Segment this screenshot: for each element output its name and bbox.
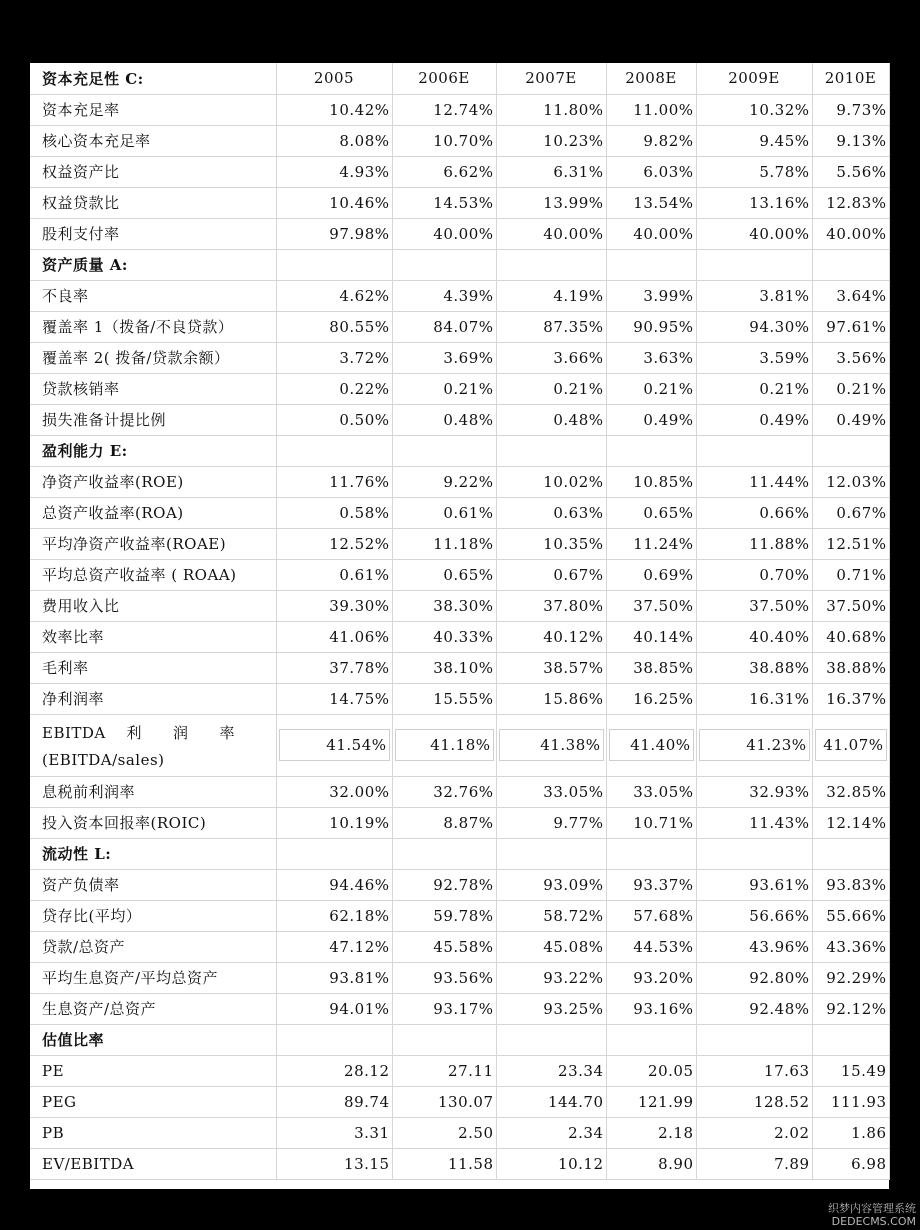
value-cell: 8.87% (392, 807, 496, 838)
value-cell: 0.61% (276, 559, 392, 590)
value-cell: 0.22% (276, 373, 392, 404)
row-label: 贷款/总资产 (30, 931, 276, 962)
row-label: 平均生息资产/平均总资产 (30, 962, 276, 993)
value-cell: 92.29% (812, 962, 889, 993)
row-label: PE (30, 1055, 276, 1086)
value-text: 41.40% (609, 729, 694, 761)
value-cell: 16.25% (606, 683, 696, 714)
value-cell: 9.77% (496, 807, 606, 838)
table-row (30, 94, 889, 125)
table-row (30, 1117, 889, 1148)
row-label: 损失准备计提比例 (30, 404, 276, 435)
table-row (30, 404, 889, 435)
value-cell: 92.78% (392, 869, 496, 900)
value-cell: 93.09% (496, 869, 606, 900)
value-cell (812, 838, 889, 869)
value-cell: 10.70% (392, 125, 496, 156)
value-cell: 10.02% (496, 466, 606, 497)
value-cell: 12.14% (812, 807, 889, 838)
value-cell (696, 435, 812, 466)
row-label: 权益贷款比 (30, 187, 276, 218)
value-cell: 3.64% (812, 280, 889, 311)
value-cell: 16.37% (812, 683, 889, 714)
value-cell: 10.19% (276, 807, 392, 838)
watermark (828, 1202, 916, 1228)
value-cell (496, 714, 606, 776)
year-header: 2007E (496, 63, 606, 94)
value-cell (276, 249, 392, 280)
row-label: 生息资产/总资产 (30, 993, 276, 1024)
table-row (30, 559, 889, 590)
ratio-table (30, 63, 890, 1180)
value-cell: 45.58% (392, 931, 496, 962)
table-row (30, 218, 889, 249)
value-cell: 0.69% (606, 559, 696, 590)
value-cell: 0.21% (696, 373, 812, 404)
row-label: PB (30, 1117, 276, 1148)
row-label: 股利支付率 (30, 218, 276, 249)
value-cell: 84.07% (392, 311, 496, 342)
value-cell: 87.35% (496, 311, 606, 342)
table-row (30, 590, 889, 621)
value-cell: 59.78% (392, 900, 496, 931)
value-cell: 40.00% (392, 218, 496, 249)
value-cell (606, 435, 696, 466)
value-cell: 39.30% (276, 590, 392, 621)
value-cell: 10.32% (696, 94, 812, 125)
value-cell: 33.05% (606, 776, 696, 807)
value-cell: 10.46% (276, 187, 392, 218)
value-cell: 10.42% (276, 94, 392, 125)
value-text: 41.18% (395, 729, 494, 761)
value-cell: 3.72% (276, 342, 392, 373)
value-cell (496, 249, 606, 280)
value-cell: 11.58 (392, 1148, 496, 1179)
table-row (30, 714, 889, 776)
value-cell: 9.73% (812, 94, 889, 125)
value-cell: 40.68% (812, 621, 889, 652)
row-label-line: (EBITDA/sales) (42, 750, 165, 769)
value-cell: 12.03% (812, 466, 889, 497)
value-cell: 38.30% (392, 590, 496, 621)
value-text: 41.54% (279, 729, 390, 761)
value-text: 41.07% (815, 729, 887, 761)
value-cell (696, 249, 812, 280)
value-cell: 14.53% (392, 187, 496, 218)
table-row (30, 900, 889, 931)
header-row (30, 63, 889, 94)
value-cell: 10.71% (606, 807, 696, 838)
value-cell (496, 1024, 606, 1055)
value-cell: 11.80% (496, 94, 606, 125)
value-cell: 1.86 (812, 1117, 889, 1148)
value-cell: 37.80% (496, 590, 606, 621)
table-row (30, 1148, 889, 1179)
value-cell: 0.65% (392, 559, 496, 590)
table-row (30, 683, 889, 714)
value-cell: 0.67% (496, 559, 606, 590)
row-label: EV/EBITDA (30, 1148, 276, 1179)
value-cell: 11.18% (392, 528, 496, 559)
value-cell: 3.59% (696, 342, 812, 373)
value-cell: 58.72% (496, 900, 606, 931)
value-cell: 11.76% (276, 466, 392, 497)
value-cell (812, 249, 889, 280)
value-cell: 11.88% (696, 528, 812, 559)
table-row (30, 621, 889, 652)
value-cell: 62.18% (276, 900, 392, 931)
watermark-line1: 织梦内容管理系统 (828, 1202, 916, 1215)
value-cell: 38.57% (496, 652, 606, 683)
value-cell: 11.00% (606, 94, 696, 125)
row-label: PEG (30, 1086, 276, 1117)
value-cell: 80.55% (276, 311, 392, 342)
table-row (30, 187, 889, 218)
value-cell: 40.33% (392, 621, 496, 652)
value-cell (496, 838, 606, 869)
value-cell: 93.83% (812, 869, 889, 900)
value-cell: 93.25% (496, 993, 606, 1024)
value-cell: 2.02 (696, 1117, 812, 1148)
header-section-label: 资本充足性 C: (30, 63, 276, 94)
value-cell (276, 435, 392, 466)
table-row (30, 993, 889, 1024)
value-cell: 8.90 (606, 1148, 696, 1179)
value-cell: 3.81% (696, 280, 812, 311)
value-cell: 6.03% (606, 156, 696, 187)
section-row (30, 435, 889, 466)
value-cell: 13.54% (606, 187, 696, 218)
row-label: 费用收入比 (30, 590, 276, 621)
value-cell: 94.46% (276, 869, 392, 900)
value-cell: 93.37% (606, 869, 696, 900)
value-cell: 40.14% (606, 621, 696, 652)
value-cell: 93.22% (496, 962, 606, 993)
value-cell: 33.05% (496, 776, 606, 807)
value-cell: 2.34 (496, 1117, 606, 1148)
value-cell: 4.93% (276, 156, 392, 187)
value-cell: 128.52 (696, 1086, 812, 1117)
row-label: 平均净资产收益率(ROAE) (30, 528, 276, 559)
value-cell: 0.49% (696, 404, 812, 435)
section-row (30, 249, 889, 280)
value-cell: 0.21% (606, 373, 696, 404)
value-cell (812, 1024, 889, 1055)
value-cell: 40.12% (496, 621, 606, 652)
row-label: 贷款核销率 (30, 373, 276, 404)
value-cell: 12.51% (812, 528, 889, 559)
value-cell: 37.50% (812, 590, 889, 621)
table-row (30, 528, 889, 559)
value-cell: 90.95% (606, 311, 696, 342)
value-cell: 2.50 (392, 1117, 496, 1148)
year-header: 2010E (812, 63, 889, 94)
value-cell: 40.00% (696, 218, 812, 249)
value-cell: 32.85% (812, 776, 889, 807)
value-cell: 4.62% (276, 280, 392, 311)
value-cell: 38.85% (606, 652, 696, 683)
table-row (30, 497, 889, 528)
value-cell: 32.00% (276, 776, 392, 807)
table-row (30, 807, 889, 838)
value-cell: 93.17% (392, 993, 496, 1024)
value-cell: 0.66% (696, 497, 812, 528)
year-header: 2005 (276, 63, 392, 94)
value-cell: 10.35% (496, 528, 606, 559)
value-cell: 5.78% (696, 156, 812, 187)
value-cell: 89.74 (276, 1086, 392, 1117)
value-cell: 32.93% (696, 776, 812, 807)
value-cell: 45.08% (496, 931, 606, 962)
value-cell: 3.66% (496, 342, 606, 373)
value-cell (496, 435, 606, 466)
section-label: 流动性 L: (30, 838, 276, 869)
table-row (30, 156, 889, 187)
table-row (30, 962, 889, 993)
row-label: 资产负债率 (30, 869, 276, 900)
table-row (30, 311, 889, 342)
value-cell: 15.55% (392, 683, 496, 714)
table-row (30, 342, 889, 373)
value-cell (606, 838, 696, 869)
value-cell: 93.56% (392, 962, 496, 993)
value-cell: 92.48% (696, 993, 812, 1024)
value-cell: 0.65% (606, 497, 696, 528)
table-row (30, 1055, 889, 1086)
value-cell: 0.67% (812, 497, 889, 528)
table-row (30, 466, 889, 497)
value-cell: 43.96% (696, 931, 812, 962)
row-label: 贷存比(平均） (30, 900, 276, 931)
value-cell: 38.10% (392, 652, 496, 683)
row-label: 息税前利润率 (30, 776, 276, 807)
value-cell: 0.63% (496, 497, 606, 528)
table-row (30, 931, 889, 962)
value-cell: 41.06% (276, 621, 392, 652)
value-cell: 6.62% (392, 156, 496, 187)
value-cell: 16.31% (696, 683, 812, 714)
value-cell (392, 249, 496, 280)
year-header: 2006E (392, 63, 496, 94)
value-cell: 93.61% (696, 869, 812, 900)
value-cell: 93.16% (606, 993, 696, 1024)
financial-ratio-table (30, 63, 889, 1189)
value-cell: 14.75% (276, 683, 392, 714)
row-label: 平均总资产收益率 ( ROAA) (30, 559, 276, 590)
value-cell: 130.07 (392, 1086, 496, 1117)
table-row (30, 1086, 889, 1117)
value-cell: 94.01% (276, 993, 392, 1024)
value-cell: 0.49% (812, 404, 889, 435)
value-cell: 92.80% (696, 962, 812, 993)
value-cell: 3.56% (812, 342, 889, 373)
watermark-line2: DEDECMS.COM (831, 1215, 916, 1228)
value-cell (392, 838, 496, 869)
value-cell: 9.45% (696, 125, 812, 156)
section-label: 估值比率 (30, 1024, 276, 1055)
section-label: 资产质量 A: (30, 249, 276, 280)
value-cell: 55.66% (812, 900, 889, 931)
value-cell: 0.21% (496, 373, 606, 404)
value-cell (812, 435, 889, 466)
value-cell: 0.48% (392, 404, 496, 435)
value-cell: 12.74% (392, 94, 496, 125)
value-cell: 0.49% (606, 404, 696, 435)
value-cell: 13.99% (496, 187, 606, 218)
value-cell (276, 714, 392, 776)
value-cell: 37.78% (276, 652, 392, 683)
value-cell: 15.86% (496, 683, 606, 714)
row-label: 核心资本充足率 (30, 125, 276, 156)
value-cell: 20.05 (606, 1055, 696, 1086)
value-cell: 40.40% (696, 621, 812, 652)
value-cell: 6.98 (812, 1148, 889, 1179)
value-cell (696, 714, 812, 776)
value-cell: 10.85% (606, 466, 696, 497)
value-cell: 9.22% (392, 466, 496, 497)
value-cell: 12.83% (812, 187, 889, 218)
value-cell (606, 714, 696, 776)
row-label: 效率比率 (30, 621, 276, 652)
table-row (30, 869, 889, 900)
value-cell (392, 714, 496, 776)
value-cell: 0.21% (812, 373, 889, 404)
value-cell: 57.68% (606, 900, 696, 931)
value-cell: 40.00% (496, 218, 606, 249)
value-cell: 47.12% (276, 931, 392, 962)
value-cell: 121.99 (606, 1086, 696, 1117)
row-label: 净利润率 (30, 683, 276, 714)
row-label: 覆盖率 1（拨备/不良贷款） (30, 311, 276, 342)
value-cell (276, 1024, 392, 1055)
value-cell: 13.15 (276, 1148, 392, 1179)
value-cell: 37.50% (606, 590, 696, 621)
value-text: 41.23% (699, 729, 810, 761)
value-cell: 10.12 (496, 1148, 606, 1179)
value-cell: 0.21% (392, 373, 496, 404)
table-row (30, 652, 889, 683)
value-cell: 0.48% (496, 404, 606, 435)
value-cell (392, 1024, 496, 1055)
value-cell: 3.99% (606, 280, 696, 311)
table-row (30, 776, 889, 807)
value-cell: 3.63% (606, 342, 696, 373)
value-cell: 6.31% (496, 156, 606, 187)
value-cell: 12.52% (276, 528, 392, 559)
section-row (30, 1024, 889, 1055)
section-row (30, 838, 889, 869)
value-cell (812, 714, 889, 776)
row-label: 投入资本回报率(ROIC) (30, 807, 276, 838)
value-cell: 2.18 (606, 1117, 696, 1148)
value-cell: 15.49 (812, 1055, 889, 1086)
value-cell: 9.82% (606, 125, 696, 156)
value-cell: 8.08% (276, 125, 392, 156)
row-label: 总资产收益率(ROA) (30, 497, 276, 528)
value-cell: 0.61% (392, 497, 496, 528)
table-row (30, 280, 889, 311)
value-cell (606, 249, 696, 280)
value-cell: 43.36% (812, 931, 889, 962)
row-label-line: EBITDA 利 润 率 (42, 723, 236, 742)
row-label: 净资产收益率(ROE) (30, 466, 276, 497)
value-cell (696, 838, 812, 869)
value-cell: 44.53% (606, 931, 696, 962)
value-cell: 11.24% (606, 528, 696, 559)
row-label: 不良率 (30, 280, 276, 311)
row-label: 毛利率 (30, 652, 276, 683)
value-cell: 111.93 (812, 1086, 889, 1117)
row-label: 覆盖率 2( 拨备/贷款余额） (30, 342, 276, 373)
value-cell: 3.31 (276, 1117, 392, 1148)
value-cell: 38.88% (812, 652, 889, 683)
value-cell: 27.11 (392, 1055, 496, 1086)
value-cell: 13.16% (696, 187, 812, 218)
value-cell: 11.44% (696, 466, 812, 497)
value-cell: 40.00% (606, 218, 696, 249)
section-label: 盈利能力 E: (30, 435, 276, 466)
year-header: 2008E (606, 63, 696, 94)
value-cell: 0.50% (276, 404, 392, 435)
value-cell: 94.30% (696, 311, 812, 342)
value-cell: 97.98% (276, 218, 392, 249)
value-cell (696, 1024, 812, 1055)
value-cell: 93.81% (276, 962, 392, 993)
value-cell: 97.61% (812, 311, 889, 342)
value-cell: 17.63 (696, 1055, 812, 1086)
value-cell: 0.71% (812, 559, 889, 590)
value-cell: 93.20% (606, 962, 696, 993)
value-cell: 92.12% (812, 993, 889, 1024)
year-header: 2009E (696, 63, 812, 94)
value-cell: 40.00% (812, 218, 889, 249)
value-cell: 9.13% (812, 125, 889, 156)
value-cell: 7.89 (696, 1148, 812, 1179)
value-cell: 0.70% (696, 559, 812, 590)
value-cell: 37.50% (696, 590, 812, 621)
value-cell: 4.19% (496, 280, 606, 311)
value-cell: 38.88% (696, 652, 812, 683)
value-cell: 56.66% (696, 900, 812, 931)
value-cell: 0.58% (276, 497, 392, 528)
value-text: 41.38% (499, 729, 604, 761)
value-cell: 10.23% (496, 125, 606, 156)
value-cell: 4.39% (392, 280, 496, 311)
value-cell (276, 838, 392, 869)
value-cell: 3.69% (392, 342, 496, 373)
row-label: 权益资产比 (30, 156, 276, 187)
value-cell: 5.56% (812, 156, 889, 187)
value-cell (392, 435, 496, 466)
table-row (30, 125, 889, 156)
table-row (30, 373, 889, 404)
row-label: 资本充足率 (30, 94, 276, 125)
value-cell: 144.70 (496, 1086, 606, 1117)
value-cell: 11.43% (696, 807, 812, 838)
value-cell: 28.12 (276, 1055, 392, 1086)
value-cell (606, 1024, 696, 1055)
value-cell: 32.76% (392, 776, 496, 807)
value-cell: 23.34 (496, 1055, 606, 1086)
row-label (30, 714, 276, 776)
